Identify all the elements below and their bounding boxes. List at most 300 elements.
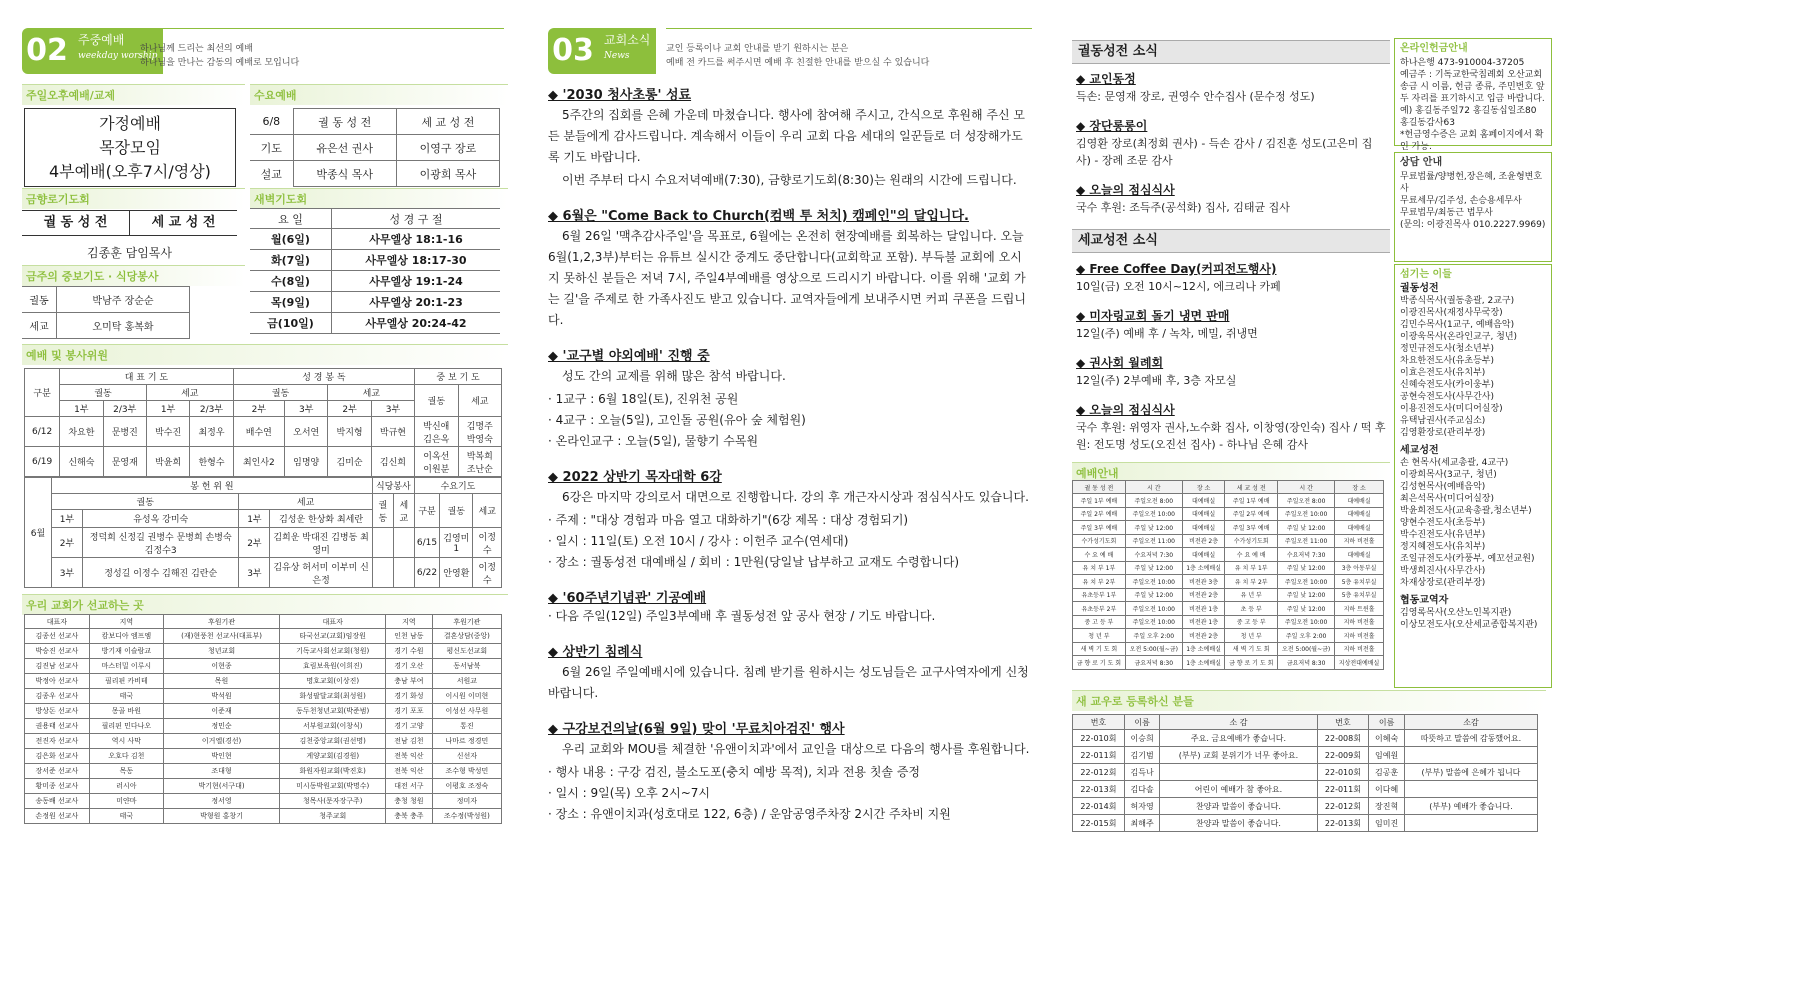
guide-cell: 수 요 예 배 <box>1073 548 1126 562</box>
mission-cell: 이시원 이미현 <box>432 689 501 704</box>
news-headline: ◆ '교구별 야외예배' 진행 중 <box>548 349 710 364</box>
staff-name: 정민규전도사(청소년부) <box>1400 344 1494 354</box>
pray-cell: 오미탁 홍복화 <box>57 313 190 339</box>
mission-cell: 충남 부여 <box>386 674 433 689</box>
guide-cell: 대예배실 <box>1335 548 1384 562</box>
news-item <box>1076 401 1386 453</box>
newcomer-cell: 장진혁 <box>1369 798 1405 815</box>
guide-cell: 수 요 예 배 <box>1225 548 1278 562</box>
news-bullet: · 행사 내용 : 구강 검진, 불소도포(충치 예방 목적), 치과 전용 칫솔 증정 <box>548 765 921 779</box>
staff-name: 신혜숙전도사(카이웅부) <box>1400 380 1494 390</box>
online-offering-line: 하나은행 473-910004-37205 <box>1400 58 1525 68</box>
wed-cell: 이영구 장로 <box>396 135 499 161</box>
mission-cell: 박기현(서구대) <box>163 779 279 794</box>
news-text: 김영환 장로(최정회 권사) - 득손 감사 / 김진훈 성도(고은미 집사) - 장례 조문 감사 <box>1076 137 1373 167</box>
mission-cell: 마스터밀 이루시 <box>89 659 163 674</box>
newcomer-cell: 주요. 금요예배가 좋습니다. <box>1160 730 1317 747</box>
staff-name: 조일규전도사(카풍부, 예꼬선교원) <box>1400 554 1535 564</box>
mission-cell: 충청 청원 <box>386 794 433 809</box>
guide-head: 장 소 <box>1182 481 1225 494</box>
counsel-box <box>1394 152 1552 262</box>
header-rule <box>666 28 1032 29</box>
news-bullet: · 장소 : 궐동성전 대예배실 / 회비 : 1만원(당일날 납부하고 교재도 수령합니다) <box>548 555 960 569</box>
news-text: 10일(금) 오전 10시~12시, 에크리나 카페 <box>1076 280 1281 293</box>
guide-cell: 주일 3부 예배 <box>1073 521 1126 535</box>
offer-head: 수요기도 <box>414 478 501 494</box>
page-subtitle <box>666 42 929 70</box>
mission-cell: 박인현 <box>163 749 279 764</box>
online-offering-line: 두 자리를 표기하시고 입금 바랍니다. <box>1400 94 1545 104</box>
staff-title: 섬기는 이들 <box>1400 269 1452 280</box>
guide-cell: 수가성기도회 <box>1073 534 1126 548</box>
news-headline: ◆ 장단롱롱이 <box>1076 119 1148 133</box>
offer-cell: 김영미1 <box>440 528 473 558</box>
mission-head: 지역 <box>89 615 163 629</box>
guide-cell: 주일오전 10:00 <box>1278 507 1335 521</box>
news-paragraph: 이번 주부터 다시 수요저녁예배(7:30), 금향로기도회(8:30)는 원래의 시간에 드립니다. <box>562 173 1017 187</box>
sun-pm-line: 가정예배 <box>99 114 161 133</box>
news-headline: ◆ 상반기 침례식 <box>548 645 643 660</box>
mission-cell: 경기 포포 <box>386 704 433 719</box>
guide-cell: 유 치 부 2부 <box>1073 575 1126 589</box>
svc-head: 대 표 기 도 <box>60 369 234 385</box>
offer-cell: 안영환 <box>440 558 473 588</box>
offer-cell: 2부 <box>239 528 270 558</box>
mission-cell: 조수형 박성민 <box>432 764 501 779</box>
wed-cell: 궐 동 성 전 <box>293 109 396 135</box>
svc-cell: 신해숙 <box>60 447 103 477</box>
guide-cell: 주일오전 10:00 <box>1278 575 1335 589</box>
offer-head: 세교 <box>473 494 502 528</box>
wed-cell: 설교 <box>260 167 282 181</box>
svc-cell: 박규현 <box>371 417 414 447</box>
guide-head: 시 간 <box>1278 481 1335 494</box>
newcomer-cell: 22-011회 <box>1073 747 1125 764</box>
mission-cell: 장서준 선교사 <box>25 764 90 779</box>
wed-cell: 기도 <box>250 135 293 161</box>
dawn-verse: 사무엘상 20:24-42 <box>331 313 500 334</box>
guide-cell: 주일 낮 12:00 <box>1278 561 1335 575</box>
news-bullet: · 일시 : 9일(목) 오후 2시~7시 <box>548 786 710 800</box>
svc-head: 1부 <box>60 401 103 417</box>
news-headline: ◆ '60주년기념관' 기공예배 <box>548 591 707 606</box>
mission-cell: 정민순 <box>163 719 279 734</box>
svc-cell: 임명양 <box>285 447 328 477</box>
guide-cell: 주일 2부 예배 <box>1225 507 1278 521</box>
guide-cell: 주일 오후 2:00 <box>1125 629 1182 643</box>
news-headline: ◆ 오늘의 점심식사 <box>1076 403 1175 417</box>
mission-cell: 서부원교회(이창식) <box>280 719 386 734</box>
guide-cell: 중 고 등 부 <box>1073 615 1126 629</box>
newcomer-cell: 22-010회 <box>1073 730 1125 747</box>
guide-cell: 유 치 부 1부 <box>1073 561 1126 575</box>
mission-head: 지역 <box>386 615 433 629</box>
svc-head: 세교 <box>458 385 501 417</box>
offer-cell: 이정수 <box>473 558 502 588</box>
svc-cell: 최정우 <box>190 417 233 447</box>
guide-cell: 비전관 2층 <box>1182 629 1225 643</box>
mission-cell: 이평호 조정숙 <box>432 779 501 794</box>
guide-cell: 비전관 2층 <box>1182 534 1225 548</box>
mission-cell: 미얀마 <box>89 794 163 809</box>
newcomer-cell: 22-009회 <box>1317 747 1369 764</box>
news-headline: ◆ 구강보건의날(6월 9일) 맞이 '무료치아검진' 행사 <box>548 722 845 737</box>
guide-cell: 3층 아동부실 <box>1335 561 1384 575</box>
mission-cell: 효림보육원(이희진) <box>280 659 386 674</box>
newcomer-cell: 김공훈 <box>1369 764 1405 781</box>
staff-gwol-title: 궐동성전 <box>1400 283 1439 294</box>
newcomer-head: 소 감 <box>1160 715 1317 730</box>
mission-cell: 이현종 <box>163 659 279 674</box>
dawn-day: 월(6일) <box>250 229 331 250</box>
mission-cell: 필리핀 민다나오 <box>89 719 163 734</box>
newcomer-head: 이름 <box>1369 715 1405 730</box>
news-text: 12일(주) 2부예배 후, 3층 자모실 <box>1076 374 1237 387</box>
newcomer-cell: 김득나 <box>1124 764 1160 781</box>
news-headline: ◆ 2022 상반기 목자대학 6강 <box>548 470 722 485</box>
staff-name: 김영환장로(관리부장) <box>1400 428 1486 438</box>
mission-cell: 대전 서구 <box>386 779 433 794</box>
mission-cell: 정서영 <box>163 794 279 809</box>
guide-cell: 금요저녁 8:30 <box>1278 656 1335 670</box>
service-title: 예배 및 봉사위원 <box>22 344 508 365</box>
dawn-head: 성 경 구 절 <box>331 209 500 229</box>
dawn-verse: 사무엘상 18:17-30 <box>331 250 500 271</box>
mission-cell: 러시아 <box>89 779 163 794</box>
page-02 <box>22 28 504 843</box>
mission-cell: 이준재 <box>163 704 279 719</box>
guide-cell: 청 년 부 <box>1073 629 1126 643</box>
mission-head: 후원기관 <box>163 615 279 629</box>
mission-cell: 화원자원교회(박진호) <box>280 764 386 779</box>
news-paragraph: 5주간의 집회를 은혜 가운데 마쳤습니다. 행사에 참여해 주시고, 간식으로 후원해 주신 모든 분들에게 감사드립니다. 계속해서 이들이 우리 교회 다음 세대의 일꾼들로 더 성장해가도록 기도 바랍니다. <box>548 108 1025 164</box>
guide-cell: 대예배실 <box>1335 507 1384 521</box>
mission-cell: 태국 <box>89 809 163 824</box>
mission-cell: 화성팔달교회(최성원) <box>280 689 386 704</box>
newcomer-title: 새 교우로 등록하신 분들 <box>1072 690 1546 711</box>
coop-name: 이상모전도사(오산세교종합복지관) <box>1400 620 1538 630</box>
mission-cell: 경기 화성 <box>386 689 433 704</box>
news-headline: ◆ 오늘의 점심식사 <box>1076 183 1175 197</box>
page-title-en: weekday worship <box>78 51 158 61</box>
newcomer-cell: (부부) 예배가 좋습니다. <box>1404 798 1537 815</box>
mission-cell: 조수정(박성원) <box>432 809 501 824</box>
offer-cell: 정덕희 신정길 권병수 문병희 손병숙 김정수3 <box>83 528 239 558</box>
news-bullet: · 다음 주일(12일) 주일3부예배 후 궐동성전 앞 공사 현장 / 기도 바랍니다. <box>548 609 936 623</box>
guide-cell: 주일 2부 예배 <box>1073 507 1126 521</box>
newcomer-cell: 22-015회 <box>1073 815 1125 832</box>
offer-head: 봉 헌 위 원 <box>52 478 373 494</box>
mission-cell: 서원교 <box>432 674 501 689</box>
svc-head: 2/3부 <box>190 401 233 417</box>
newcomer-cell: 찬양과 말씀이 좋습니다. <box>1160 815 1317 832</box>
news-item <box>548 718 1032 825</box>
news-paragraph: 우리 교회와 MOU를 체결한 '유앤이치과'에서 교인을 대상으로 다음의 행사를 후원합니다. <box>562 742 1030 756</box>
mission-cell: 동서남북 <box>432 659 501 674</box>
mission-cell: 황미종 선교사 <box>25 779 90 794</box>
subtitle-line-1: 교인 등록이나 교회 안내를 받기 원하시는 분은 <box>666 44 849 54</box>
news-text: 12일(주) 예배 후 / 녹차, 메밀, 쥐냉면 <box>1076 327 1258 340</box>
guide-cell: 주일오전 10:00 <box>1278 615 1335 629</box>
news-item <box>548 587 1032 627</box>
sun-pm-line: 목장모임 <box>99 138 161 157</box>
guide-cell: 지하 비전홀 <box>1335 642 1384 656</box>
mission-cell: 손정원 선교사 <box>25 809 90 824</box>
newcomer-cell: 김기범 <box>1124 747 1160 764</box>
svc-cell: 구분 <box>25 369 60 417</box>
online-offering-line: 예금주 : 기독교한국침례회 오산교회 <box>1400 70 1543 80</box>
mission-head: 후원기관 <box>432 615 501 629</box>
guide-cell: 주일 낮 12:00 <box>1125 521 1182 535</box>
offer-head: 세교 <box>393 494 414 528</box>
counsel-line: 무료세무/김주성, 손승용세무사 <box>1400 196 1522 206</box>
mission-cell: 신선자 <box>432 749 501 764</box>
guide-title: 예배안내 <box>1072 462 1390 483</box>
news-item <box>548 345 1032 452</box>
news-text: 국수 후원: 조득주(공석화) 집사, 김태균 집사 <box>1076 201 1290 214</box>
svc-head: 3부 <box>371 401 414 417</box>
guide-cell: 유초등부 2부 <box>1073 602 1126 616</box>
online-offering-line: 예) 홍길동주일72 홍길동십일조80 홍길동감사63 <box>1400 106 1537 128</box>
mission-cell: 결혼상담(중앙) <box>432 629 501 644</box>
guide-cell: 대예배실 <box>1335 521 1384 535</box>
svc-name: 이옥선 <box>423 451 450 462</box>
subtitle-line-2: 예배 전 카드를 써주시면 예배 후 친절한 안내를 받으실 수 있습니다 <box>666 58 930 68</box>
guide-cell: 1층 소예배실 <box>1182 561 1225 575</box>
page-04 <box>1072 28 1546 843</box>
svc-cell: 김신희 <box>371 447 414 477</box>
newcomer-cell: 22-013회 <box>1073 781 1125 798</box>
news-item <box>1076 117 1386 169</box>
mission-cell: 이성선 사무원 <box>432 704 501 719</box>
dawn-day: 화(7일) <box>250 250 331 271</box>
news-item <box>1076 307 1386 342</box>
guide-cell: 5층 유치부실 <box>1335 588 1384 602</box>
mission-cell: 권용태 선교사 <box>25 719 90 734</box>
mission-cell: 전진자 선교사 <box>25 734 90 749</box>
guide-cell: 주일 낮 12:00 <box>1278 521 1335 535</box>
dawn-title: 새벽기도회 <box>250 188 508 209</box>
offer-head: 궐동 <box>372 494 393 528</box>
mission-cell: 오호다 김천 <box>89 749 163 764</box>
mission-cell: 김종선 선교사 <box>25 629 90 644</box>
offer-cell: 김희운 박대진 김병동 최영미 <box>270 528 372 558</box>
page-subtitle <box>140 42 299 70</box>
pray-cell: 세교 <box>22 313 57 339</box>
guide-cell: 새 벽 기 도 회 <box>1225 642 1278 656</box>
mission-cell: 타국선교(교회)임장원 <box>280 629 386 644</box>
svc-head: 세교 <box>328 385 415 401</box>
staff-sego-list <box>1400 457 1546 589</box>
staff-name: 이광욱목사(온라인교구, 청년) <box>1400 332 1518 342</box>
mission-cell: 목원 <box>163 674 279 689</box>
service-table <box>24 368 502 477</box>
offer-cell: 1부 <box>52 510 83 528</box>
newcomer-cell: 따뜻하고 말씀에 감동했어요. <box>1404 730 1537 747</box>
svc-cell: 김미순 <box>328 447 371 477</box>
guide-cell: 수가성기도회 <box>1225 534 1278 548</box>
news-bullet: · 온라인교구 : 오늘(5일), 물향기 수목원 <box>548 434 759 448</box>
subtitle-line-2: 하나님을 만나는 감동의 예배로 모입니다 <box>140 58 300 68</box>
svc-head: 3부 <box>285 401 328 417</box>
mission-cell: 전북 익산 <box>386 749 433 764</box>
svc-head: 2부 <box>328 401 371 417</box>
svc-head: 성 경 봉 독 <box>233 369 414 385</box>
news-item <box>548 641 1032 704</box>
mission-cell: 경기 수원 <box>386 644 433 659</box>
staff-name: 김민수목사(1교구, 예배음악) <box>1400 320 1515 330</box>
mission-cell: 청주교회 <box>280 809 386 824</box>
staff-name: 박종식목사(궐동총괄, 2교구) <box>1400 296 1515 306</box>
offer-cell: 2부 <box>52 528 83 558</box>
staff-name: 김성현목사(예배음악) <box>1400 482 1486 492</box>
svc-cell: 문병진 <box>103 417 146 447</box>
dawn-table <box>250 208 500 334</box>
guide-cell: 대예배실 <box>1182 507 1225 521</box>
guide-cell: 대예배실 <box>1182 548 1225 562</box>
guide-cell: 수요저녁 7:30 <box>1278 548 1335 562</box>
guide-cell: 주일오전 10:00 <box>1125 615 1182 629</box>
svc-cell: 문영재 <box>103 447 146 477</box>
newcomer-cell: 22-013회 <box>1317 815 1369 832</box>
guide-cell: 1층 소예배실 <box>1182 656 1225 670</box>
guide-cell: 주일오전 10:00 <box>1125 575 1182 589</box>
guide-cell: 비전관 3층 <box>1182 575 1225 589</box>
mission-cell: 필리핀 카비테 <box>89 674 163 689</box>
staff-name: 차재상장로(관리부장) <box>1400 578 1486 588</box>
wed-cell: 박종식 목사 <box>293 161 396 187</box>
news-bullet: · 4교구 : 오늘(5일), 고인돌 공원(유아 숲 체험원) <box>548 413 806 427</box>
offer-cell: 3부 <box>239 558 270 588</box>
guide-cell: 초 등 부 <box>1225 602 1278 616</box>
online-offering-lines <box>1400 57 1546 153</box>
news-item <box>1076 181 1386 216</box>
guide-cell: 중 고 등 부 <box>1225 615 1278 629</box>
mission-cell: 청년교회 <box>163 644 279 659</box>
mission-cell: 박승진 선교사 <box>25 644 90 659</box>
guide-cell: 유 년 부 <box>1225 588 1278 602</box>
page-number: 02 <box>22 28 72 74</box>
news-paragraph: 6강은 마지막 강의로서 대면으로 진행합니다. 강의 후 개근자시상과 점심식사도 있습니다. <box>562 490 1029 504</box>
offer-head: 궐동 <box>52 494 239 510</box>
news-headline: ◆ '2030 청사초롱' 성료 <box>548 88 692 103</box>
offering-table <box>24 477 502 588</box>
guide-cell: 주일 낮 12:00 <box>1278 588 1335 602</box>
sego-news-title: 세교성전 소식 <box>1072 229 1390 253</box>
counsel-line: (문의: 이광진목사 010.2227.9969) <box>1400 220 1546 230</box>
newcomer-head: 번호 <box>1317 715 1369 730</box>
fri-leader: 김종훈 담임목사 <box>87 246 172 260</box>
mission-cell: 조대형 <box>163 764 279 779</box>
pray-table <box>22 286 190 339</box>
news-item <box>1076 70 1386 105</box>
mission-cell: 김종우 선교사 <box>25 689 90 704</box>
news-text: 득손: 문영재 장로, 권영수 안수집사 (문수정 성도) <box>1076 90 1315 103</box>
staff-name: 공현숙전도사(사무간사) <box>1400 392 1494 402</box>
newcomer-cell: 어린이 예배가 참 좋아요. <box>1160 781 1317 798</box>
dawn-verse: 사무엘상 20:1-23 <box>331 292 500 313</box>
guide-cell: 주일오전 8:00 <box>1278 494 1335 508</box>
svc-head: 궐동 <box>415 385 458 417</box>
svc-cell: 박윤희 <box>146 447 189 477</box>
online-offering-line: 송금 시 이름, 헌금 종류, 주민번호 앞 <box>1400 82 1545 92</box>
svc-head: 궐동 <box>233 385 328 401</box>
svc-name: 김은옥 <box>423 434 450 445</box>
svc-cell: 배수연 <box>233 417 284 447</box>
guide-cell: 주일 1부 예배 <box>1073 494 1126 508</box>
guide-cell: 비전관 1층 <box>1182 615 1225 629</box>
newcomer-cell: 찬양과 말씀이 좋습니다. <box>1160 798 1317 815</box>
newcomer-head: 소감 <box>1404 715 1537 730</box>
page-title-en: News <box>604 51 630 61</box>
mission-cell: 정미자 <box>432 794 501 809</box>
svc-cell: 한형수 <box>190 447 233 477</box>
offer-head: 세교 <box>239 494 372 510</box>
mission-cell: 명호교회(이상진) <box>280 674 386 689</box>
guide-cell: 수요저녁 7:30 <box>1125 548 1182 562</box>
fri-head-cell: 궐 동 성 전 <box>22 211 130 235</box>
wed-cell: 6/8 <box>250 109 293 135</box>
svc-name: 박복희 <box>466 451 493 462</box>
page-title-ko: 주중예배 <box>78 33 125 47</box>
offer-cell: 김유상 허서미 이부미 신은정 <box>270 558 372 588</box>
mission-cell: 미시동박원교회(박명수) <box>280 779 386 794</box>
staff-name: 손 현목사(세교총괄, 4교구) <box>1400 458 1509 468</box>
mission-cell: 김은화 선교사 <box>25 749 90 764</box>
svc-name: 조난순 <box>466 464 493 475</box>
svc-cell <box>458 447 501 477</box>
guide-cell: 대예배실 <box>1182 494 1225 508</box>
newcomer-head: 번호 <box>1073 715 1125 730</box>
newcomer-cell: 허자영 <box>1124 798 1160 815</box>
mission-cell: 김천중앙교회(권선명) <box>280 734 386 749</box>
dawn-head: 요 일 <box>250 209 331 229</box>
offer-month: 6월 <box>25 478 52 588</box>
newcomer-cell: 이다혜 <box>1369 781 1405 798</box>
newcomer-cell: (부부) 말씀에 은혜가 됩니다 <box>1404 764 1537 781</box>
staff-name: 최은석목사(미디어실장) <box>1400 494 1494 504</box>
news-paragraph: 6월 26일 주일예배시에 있습니다. 침례 받기를 원하시는 성도님들은 교구사역자에게 신청 바랍니다. <box>548 665 1029 700</box>
svc-name: 김명주 <box>466 421 493 432</box>
counsel-lines <box>1400 171 1546 231</box>
sun-pm-box <box>24 108 236 187</box>
news-paragraph: 성도 간의 교제를 위해 많은 참석 바랍니다. <box>562 369 786 383</box>
page-03 <box>548 28 1032 843</box>
newcomer-cell <box>1160 764 1317 781</box>
subtitle-line-1: 하나님께 드리는 최선의 예배 <box>140 44 253 54</box>
news-bullet: · 일시 : 11일(토) 오전 10시 / 강사 : 이헌주 교수(연세대) <box>548 534 849 548</box>
pray-cell: 궐동 <box>22 287 57 313</box>
online-offering-line: *헌금영수증은 교회 홈페이지에서 확인 가능. <box>1400 130 1544 152</box>
staff-name: 박윤희전도사(교육총괄,청소년부) <box>1400 506 1532 516</box>
mission-cell: 동두천청년교회(박준범) <box>280 704 386 719</box>
offer-cell: 이정수 <box>473 528 502 558</box>
page-title <box>598 28 656 74</box>
news-item <box>548 84 1032 191</box>
news-headline: ◆ 권사회 월례회 <box>1076 356 1164 370</box>
mission-cell: 평신도선교회 <box>432 644 501 659</box>
offer-head: 궐동 <box>440 494 473 528</box>
newcomer-cell: 임미진 <box>1369 815 1405 832</box>
guide-cell: 주일 1부 예배 <box>1225 494 1278 508</box>
news-bullet: · 1교구 : 6월 18일(토), 진위천 공원 <box>548 392 739 406</box>
newcomer-cell: 김다솔 <box>1124 781 1160 798</box>
newcomer-cell <box>1404 747 1537 764</box>
mission-head: 대표자 <box>280 615 386 629</box>
svc-cell <box>458 417 501 447</box>
offer-cell: 6/15 <box>414 528 439 558</box>
guide-cell: 대예배실 <box>1335 494 1384 508</box>
